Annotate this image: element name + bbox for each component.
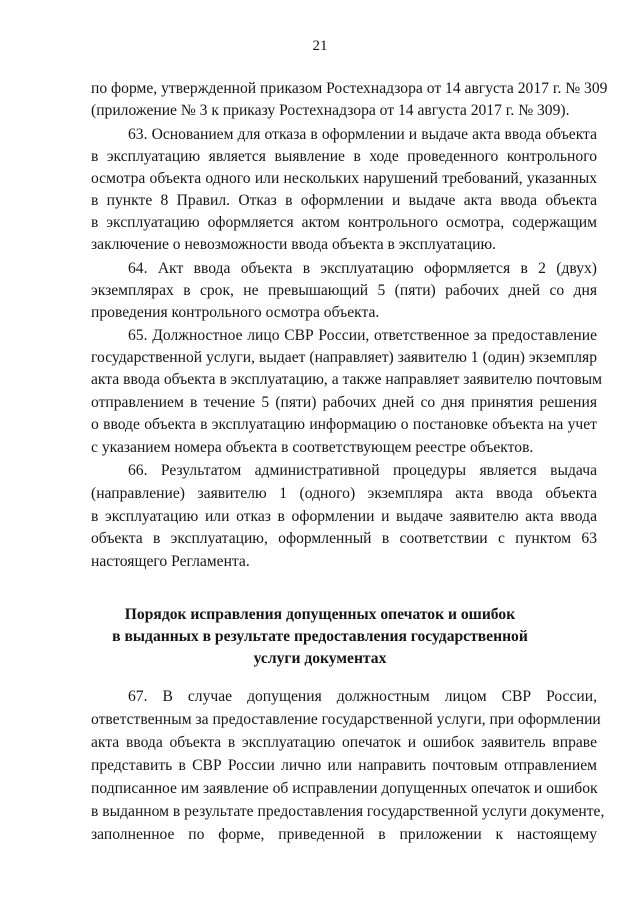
text-line: в выданном в результате предоставления государственной услуги документе, [91,803,605,820]
text-line: заполненное по форме, приведенной в приложении к настоящему [91,826,597,843]
section-heading: Порядок исправления допущенных опечаток и ошибок [124,606,516,623]
text-line: 66. Результатом административной процедуры является выдача [128,462,597,479]
text-line: 64. Акт ввода объекта в эксплуатацию оформляется в 2 (двух) [128,260,597,277]
text-line: заключение о невозможности ввода объекта в эксплуатацию. [91,236,496,253]
text-line: (направление) заявителю 1 (одного) экземпляра акта ввода объекта [91,485,597,502]
section-heading: в выданных в результате предоставления государственной [112,628,528,645]
text-line: государственной услуги, выдает (направляет) заявителю 1 (один) экземпляр [91,349,597,366]
text-line: представить в СВР России лично или направить почтовым отправлением [91,757,597,774]
text-line: подписанное им заявление об исправлении допущенных опечаток и ошибок [91,780,598,797]
text-line: с указанием номера объекта в соответствующем реестре объектов. [91,439,534,456]
text-line: ответственным за предоставление государственной услуги, при оформлении [91,711,601,728]
text-line: в пункте 8 Правил. Отказ в оформлении и выдаче акта ввода объекта [91,192,597,209]
text-line: экземплярах в срок, не превышающий 5 (пяти) рабочих дней со дня [91,282,597,299]
text-line: в эксплуатацию является выявление в ходе проведенного контрольного [91,148,597,165]
text-line: проведения контрольного осмотра объекта. [91,304,380,321]
page-number: 21 [312,38,328,54]
text-line: настоящего Регламента. [91,553,250,570]
section-heading: услуги документах [253,650,387,667]
text-line: в эксплуатацию или отказ в оформлении и выдаче заявителю акта ввода [91,508,597,525]
text-line: 65. Должностное лицо СВР России, ответственное за предоставление [128,327,597,344]
text-line: отправлением в течение 5 (пяти) рабочих дней со дня принятия решения [91,394,597,411]
text-line: акта ввода объекта в эксплуатацию, а также направляет заявителю почтовым [91,371,603,388]
text-line: о вводе объекта в эксплуатацию информацию о постановке объекта на учет [91,416,597,433]
text-line: объекта в эксплуатацию, оформленный в соответствии с пунктом 63 [91,530,597,547]
text-line: акта ввода объекта в эксплуатацию опечаток и ошибок заявитель вправе [91,734,597,751]
text-line: в эксплуатацию оформляется актом контрольного осмотра, содержащим [91,214,597,231]
text-line: (приложение № 3 к приказу Ростехнадзора от 14 августа 2017 г. № 309). [91,102,570,119]
text-line: по форме, утвержденной приказом Ростехнадзора от 14 августа 2017 г. № 309 [91,80,608,97]
text-line: 67. В случае допущения должностным лицом СВР России, [128,688,597,705]
text-line: осмотра объекта одного или нескольких нарушений требований, указанных [91,170,597,187]
text-line: 63. Основанием для отказа в оформлении и выдаче акта ввода объекта [128,126,597,143]
